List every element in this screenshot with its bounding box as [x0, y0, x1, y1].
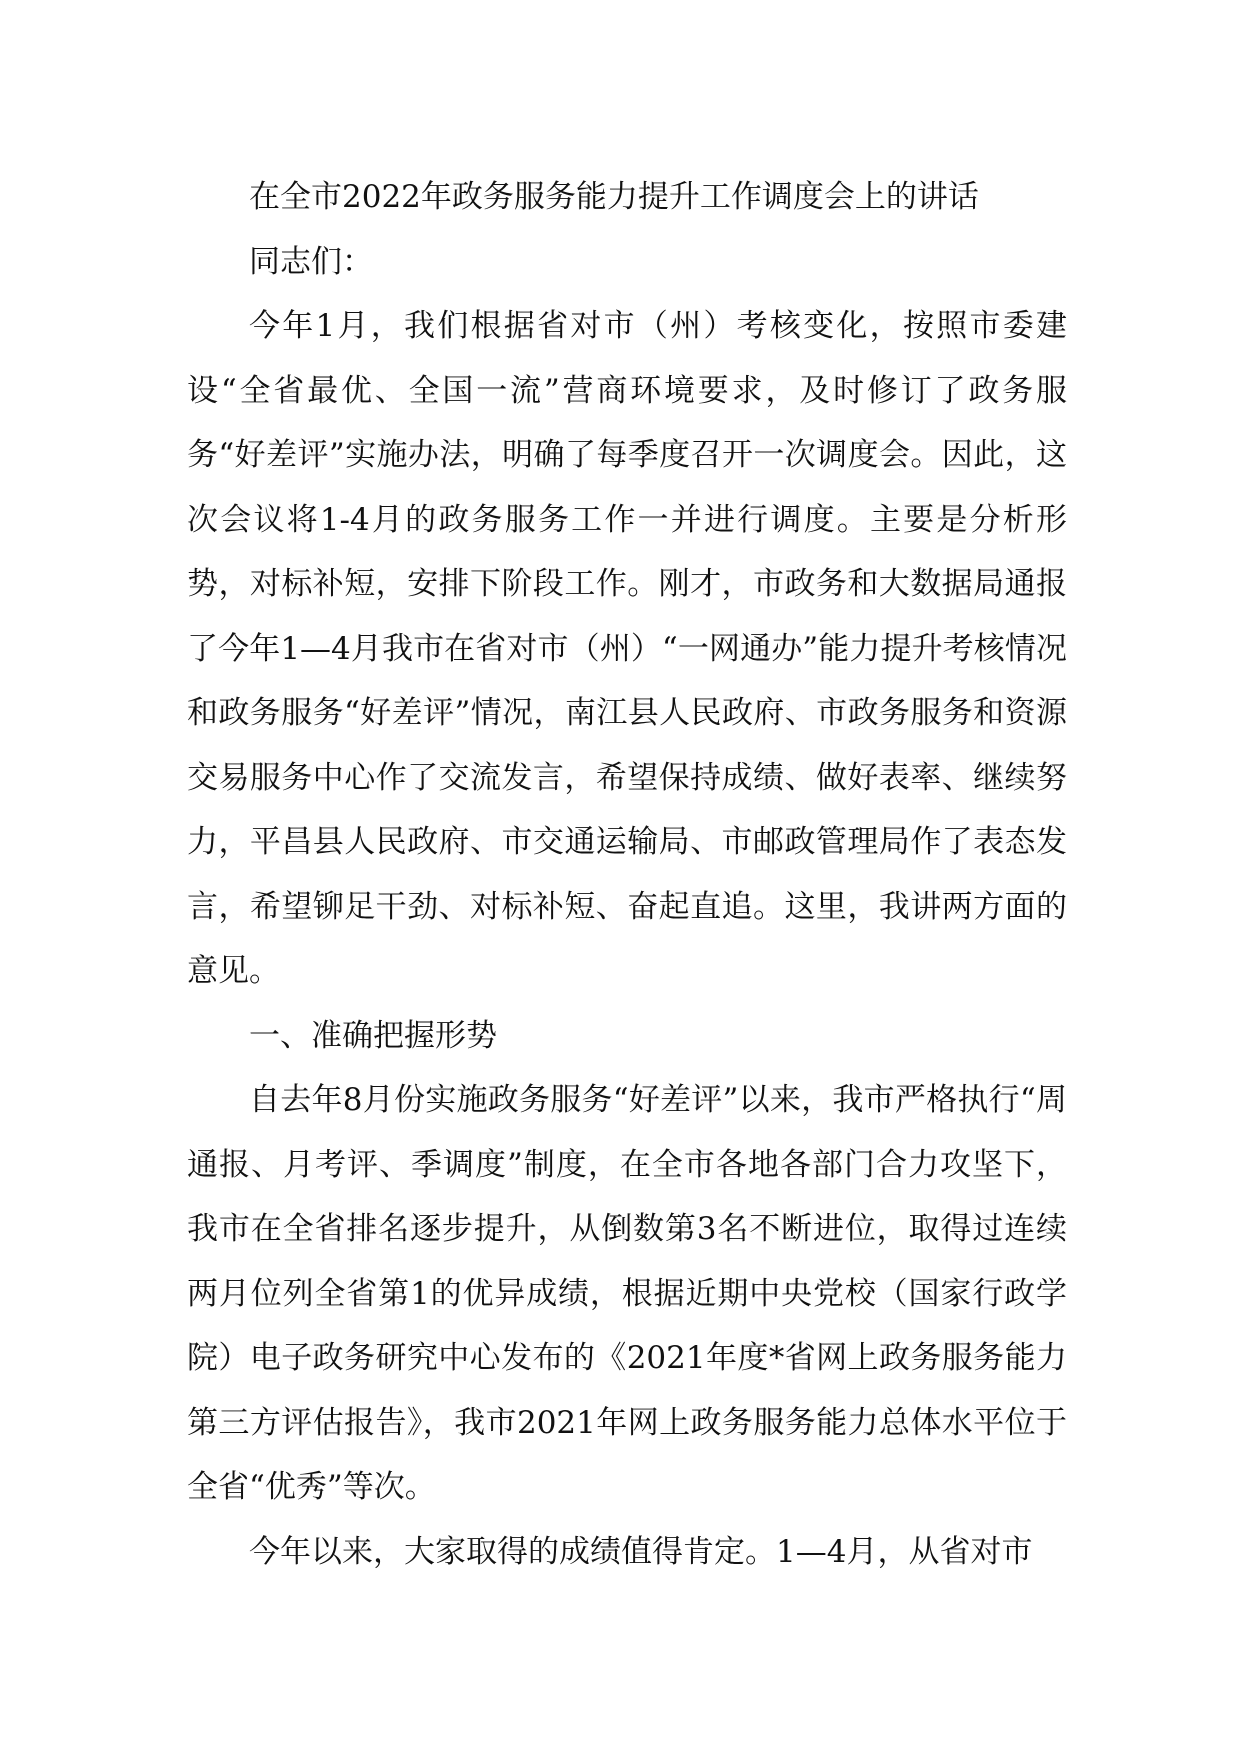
paragraph: 自去年8月份实施政务服务“好差评”以来，我市严格执行“周通报、月考评、季调度”制度，在全市各地各部门合力攻坚下，我市在全省排名逐步提升，从倒数第3名不断进位，取得过连续两月位列全省第1的优异成绩，根据近期中央党校（国家行政学院）电子政务研究中心发布的《2021年度*省网上政务服务能力第三方评估报告》，我市2021年网上政务服务能力总体水平位于全省“优秀”等次。 — [187, 1082, 1067, 1505]
paragraph: 今年以来，大家取得的成绩值得肯定。1—4月，从省对市 — [249, 1533, 1033, 1570]
document-body — [187, 165, 1067, 1584]
section-heading: 一、准确把握形势 — [249, 1017, 497, 1054]
paragraph: 今年1月，我们根据省对市（州）考核变化，按照市委建设“全省最优、全国一流”营商环境要求，及时修订了政务服务“好差评”实施办法，明确了每季度召开一次调度会。因此，这次会议将1-4月的政务服务工作一并进行调度。主要是分析形势，对标补短，安排下阶段工作。刚才，市政务和大数据局通报了今年1—4月我市在省对市（州）“一网通办”能力提升考核情况和政务服务“好差评”情况，南江县人民政府、市政务服务和资源交易服务中心作了交流发言，希望保持成绩、做好表率、继续努力，平昌县人民政府、市交通运输局、市邮政管理局作了表态发言，希望铆足干劲、对标补短、奋起直追。这里，我讲两方面的意见。 — [187, 308, 1067, 989]
salutation: 同志们： — [249, 243, 373, 280]
document-title: 在全市2022年政务服务能力提升工作调度会上的讲话 — [249, 179, 979, 215]
